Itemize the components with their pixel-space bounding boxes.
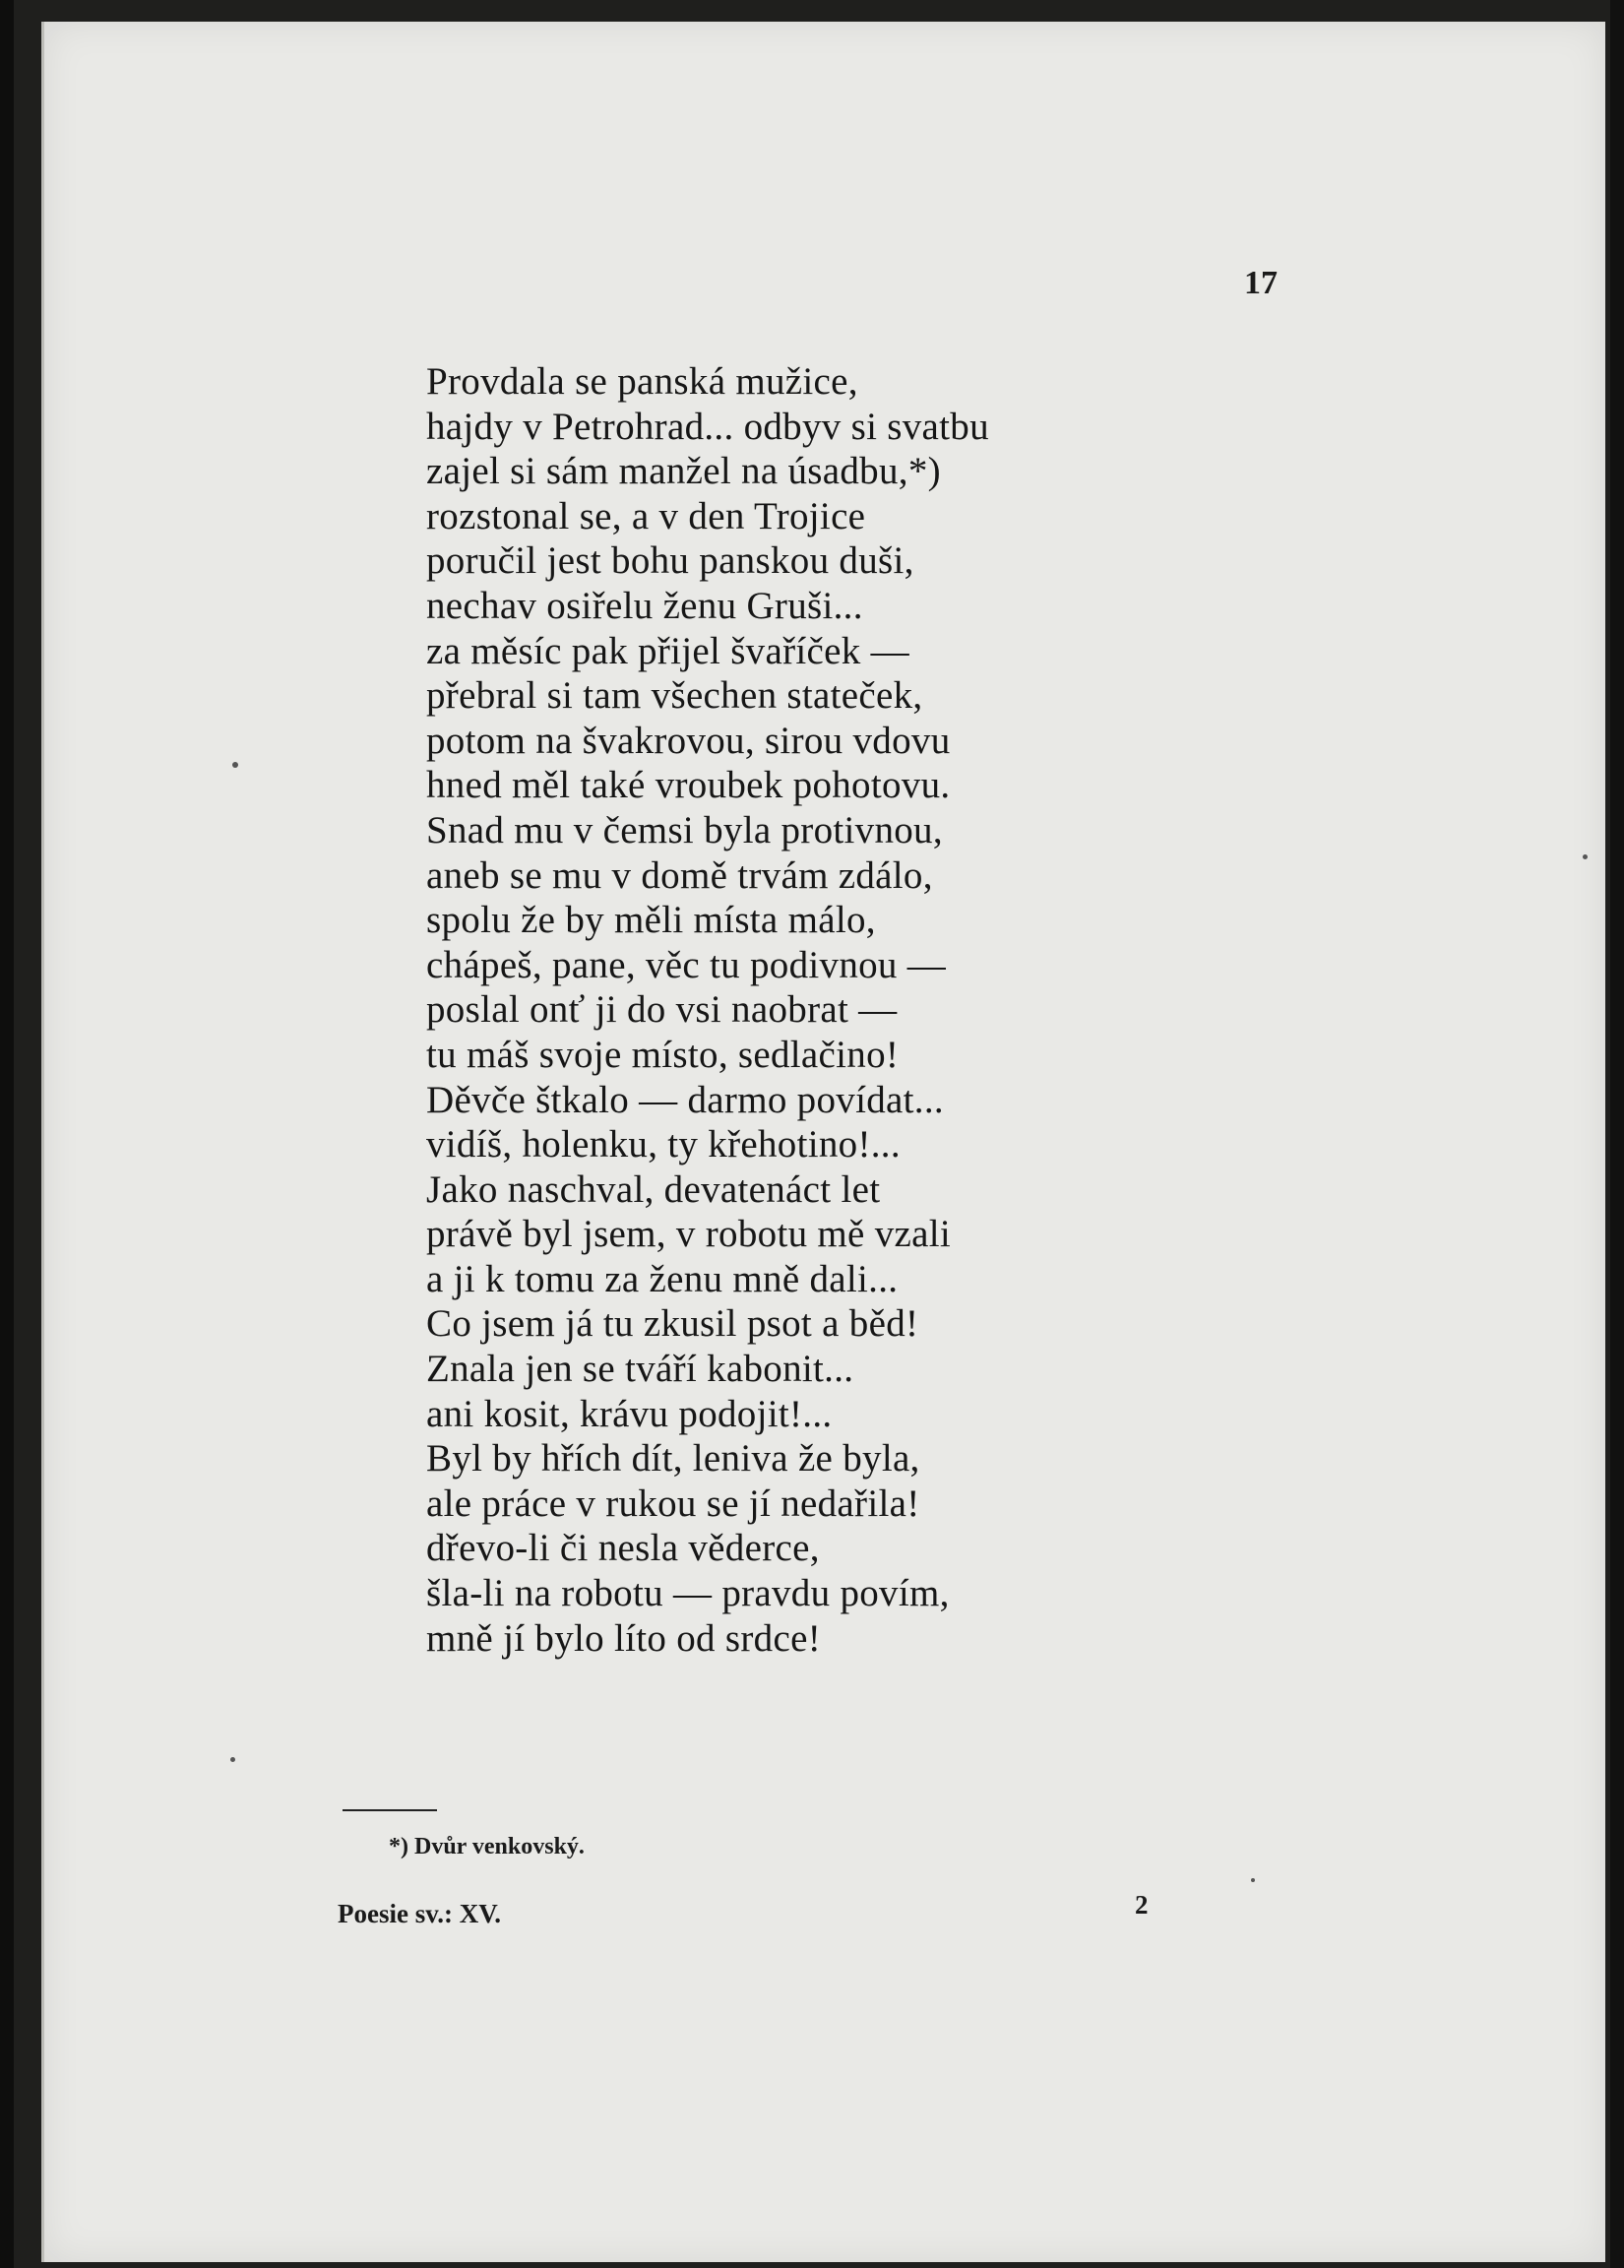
footnote: *) Dvůr venkovský. xyxy=(389,1834,585,1859)
print-speck xyxy=(232,762,238,768)
poem-line: šla-li na robotu — pravdu povím, xyxy=(426,1572,950,1615)
poem-line: právě byl jsem, v robotu mě vzali xyxy=(426,1213,952,1256)
poem-text xyxy=(426,359,989,1661)
poem-line: aneb se mu v domě trvám zdálo, xyxy=(426,853,933,897)
poem-line: mně jí bylo líto od srdce! xyxy=(426,1616,821,1660)
sheet-mark: 2 xyxy=(1135,1890,1149,1920)
poem-line: Znala jen se tváří kabonit... xyxy=(426,1348,854,1391)
poem-line: poslal onť ji do vsi naobrat — xyxy=(426,988,898,1032)
poem-line: za měsíc pak přijel švaříček — xyxy=(426,629,909,672)
poem-line: chápeš, pane, věc tu podivnou — xyxy=(426,943,947,986)
printer-signature: Poesie sv.: XV. xyxy=(338,1899,501,1928)
poem-line: přebral si tam všechen stateček, xyxy=(426,674,923,718)
poem-line: dřevo-li či nesla věderce, xyxy=(426,1527,820,1570)
footnote-divider xyxy=(343,1809,437,1811)
poem-line: Jako naschval, devatenáct let xyxy=(426,1167,881,1211)
poem-line: Provdala se panská mužice, xyxy=(426,360,858,403)
poem-line: ale práce v rukou se jí nedařila! xyxy=(426,1481,920,1525)
poem-line: nechav osiřelu ženu Gruši... xyxy=(426,584,863,627)
page-number: 17 xyxy=(1244,265,1278,301)
book-page xyxy=(41,22,1605,2262)
poem-line: spolu že by měli místa málo, xyxy=(426,899,876,942)
poem-line: hajdy v Petrohrad... odbyv si svatbu xyxy=(426,405,989,448)
poem-line: Co jsem já tu zkusil psot a běd! xyxy=(426,1302,919,1346)
poem-line: Snad mu v čemsi byla protivnou, xyxy=(426,808,943,851)
print-speck xyxy=(1583,854,1588,859)
print-speck xyxy=(1251,1878,1255,1882)
poem-line: vidíš, holenku, ty křehotino!... xyxy=(426,1123,901,1166)
poem-line: ani kosit, krávu podojit!... xyxy=(426,1392,833,1435)
print-speck xyxy=(230,1757,235,1762)
poem-line: a ji k tomu za ženu mně dali... xyxy=(426,1257,899,1300)
poem-line: rozstonal se, a v den Trojice xyxy=(426,494,866,537)
poem-line: Děvče štkalo — darmo povídat... xyxy=(426,1078,944,1121)
poem-line: zajel si sám manžel na úsadbu,*) xyxy=(426,450,941,493)
poem-line: Byl by hřích dít, leniva že byla, xyxy=(426,1437,920,1480)
poem-line: hned měl také vroubek pohotovu. xyxy=(426,764,951,807)
scan-right-edge xyxy=(1610,0,1624,2268)
scan-left-edge xyxy=(0,0,14,2268)
poem-line: poručil jest bohu panskou duši, xyxy=(426,539,914,583)
poem-line: potom na švakrovou, sirou vdovu xyxy=(426,719,951,762)
poem-line: tu máš svoje místo, sedlačino! xyxy=(426,1033,900,1076)
